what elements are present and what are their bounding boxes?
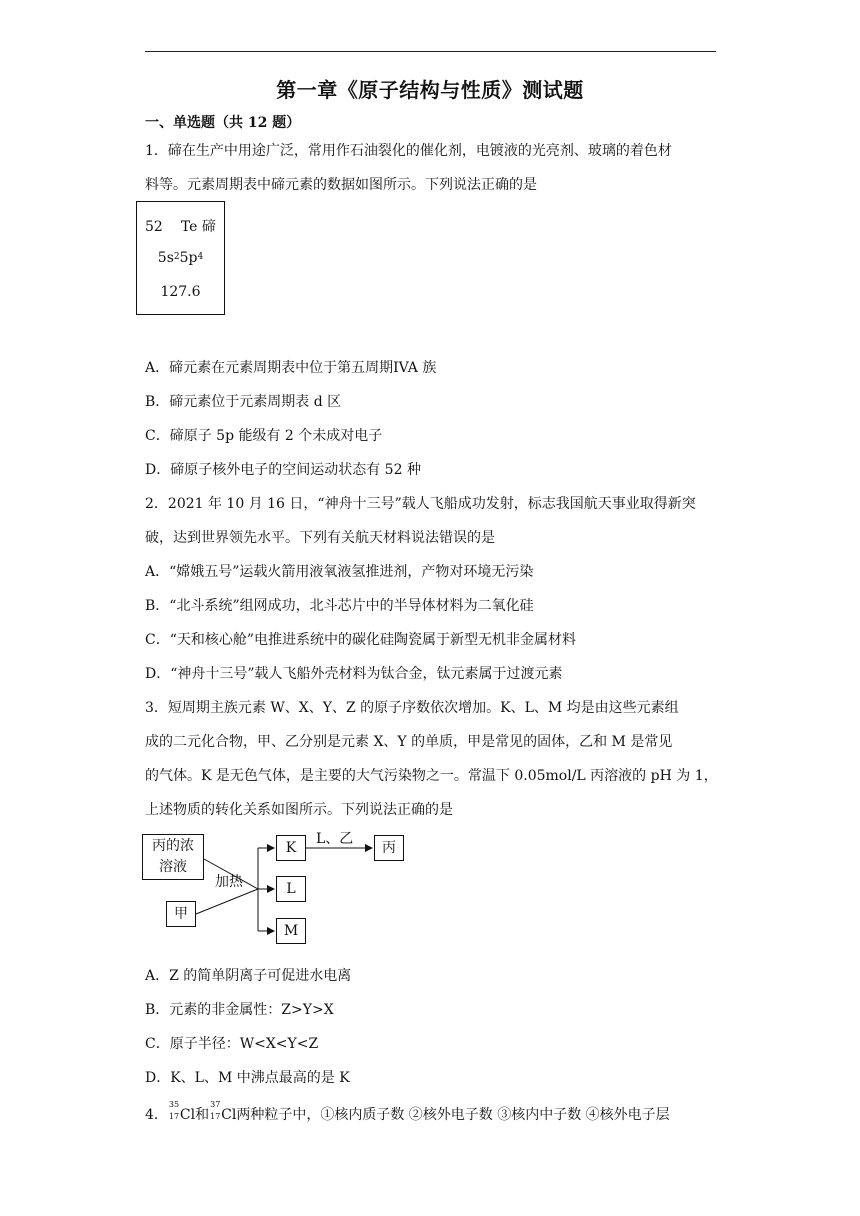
q3-stem-line-3: 的气体。K 是无色气体，是主要的大气污染物之一。常温下 0.05mol/L 丙溶液的 pH 为 1， [145, 768, 718, 784]
q1-option-b[interactable]: B．碲元素位于元素周期表 d 区 [145, 394, 342, 410]
isotope-notation: 37 17 [210, 1100, 221, 1121]
isotope-notation: 35 17 [168, 1100, 180, 1121]
node-m: M [276, 918, 306, 944]
q1-stem-line-2: 料等。元素周期表中碲元素的数据如图所示。下列说法正确的是 [145, 177, 537, 193]
condition-heating: 加热 [215, 874, 243, 890]
q2-option-d[interactable]: D．“神舟十三号”载人飞船外壳材料为钛合金，钛元素属于过渡元素 [145, 666, 563, 682]
reaction-flow-diagram [140, 830, 420, 950]
header-rule [145, 51, 716, 52]
q4-stem-line-1: 4． 35 17 Cl和 37 17 Cl两种粒子中，①核内质子数 ②核外电子数 ③核内中子数 ④核外电子层 [145, 1100, 670, 1123]
q1-stem-line-1: 1．碲在生产中用途广泛，常用作石油裂化的催化剂，电镀液的光亮剂、玻璃的着色材 [145, 143, 672, 159]
q3-stem-line-1: 3．短周期主族元素 W、X、Y、Z 的原子序数依次增加。K、L、M 均是由这些元素组 [145, 700, 679, 716]
node-bing: 丙 [374, 835, 404, 861]
node-concentrated-solution: 丙的浓 溶液 [142, 834, 204, 880]
element-header [145, 216, 216, 236]
q2-stem-line-2: 破，达到世界领先水平。下列有关航天材料说法错误的是 [145, 530, 495, 546]
q3-option-d[interactable]: D．K、L、M 中沸点最高的是 K [145, 1070, 350, 1086]
q3-option-a[interactable]: A．Z 的简单阴离子可促进水电离 [145, 968, 352, 984]
page-title: 第一章《原子结构与性质》测试题 [276, 78, 584, 102]
node-l: L [276, 876, 306, 902]
electron-configuration: $5s^25p^4$ [157, 250, 204, 266]
node-k: K [276, 835, 306, 861]
q3-stem-line-4: 上述物质的转化关系如图所示。下列说法正确的是 [145, 802, 453, 818]
tellurium-element-card [136, 201, 225, 315]
q3-option-b[interactable]: B．元素的非金属性：Z>Y>X [145, 1002, 334, 1018]
connector-line [196, 889, 258, 914]
arrow-label-reagents: L、乙 [316, 831, 354, 847]
element-symbol-name: Te 碲 [180, 219, 216, 235]
q2-option-c[interactable]: C．“天和核心舱”电推进系统中的碳化硅陶瓷属于新型无机非金属材料 [145, 632, 577, 648]
q1-option-a[interactable]: A．碲元素在元素周期表中位于第五周期IVA 族 [145, 360, 437, 376]
atomic-mass: 127.6 [160, 284, 201, 300]
q2-stem-line-1: 2．2021 年 10 月 16 日，“神舟十三号”载人飞船成功发射，标志我国航天事业取得新突 [145, 496, 696, 512]
q1-option-d[interactable]: D．碲原子核外电子的空间运动状态有 52 种 [145, 462, 421, 478]
q3-option-c[interactable]: C．原子半径：W<X<Y<Z [145, 1036, 319, 1052]
q2-option-b[interactable]: B．“北斗系统”组网成功，北斗芯片中的半导体材料为二氧化硅 [145, 598, 534, 614]
atomic-number: 52 [145, 219, 163, 235]
q2-option-a[interactable]: A．“嫦娥五号”运载火箭用液氧液氢推进剂，产物对环境无污染 [145, 564, 534, 580]
q1-option-c[interactable]: C．碲原子 5p 能级有 2 个未成对电子 [145, 428, 383, 444]
section-heading: 一、单选题（共 12 题） [145, 115, 301, 131]
node-jia: 甲 [166, 901, 196, 927]
q3-stem-line-2: 成的二元化合物，甲、乙分别是元素 X、Y 的单质，甲是常见的固体，乙和 M 是常见 [145, 734, 673, 750]
